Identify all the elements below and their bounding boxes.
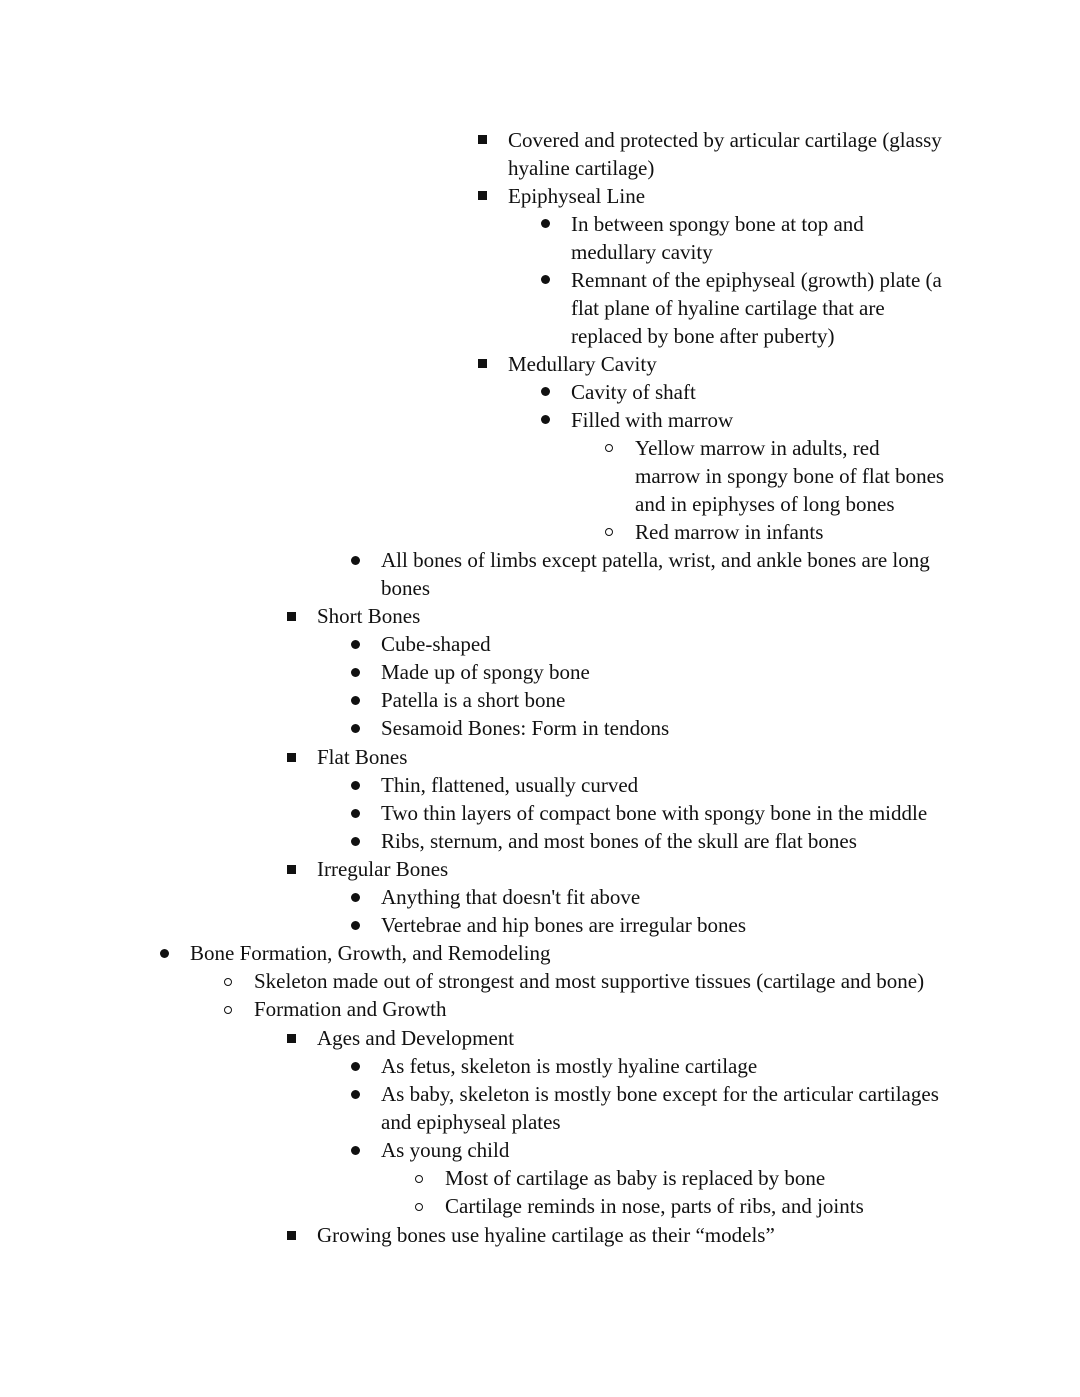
note-line: hyaline cartilage) xyxy=(508,156,655,180)
note-line: Anything that doesn't fit above xyxy=(381,885,641,909)
note-line: As young child xyxy=(381,1138,510,1162)
note-line: Sesamoid Bones: Form in tendons xyxy=(381,716,670,740)
note-line: flat plane of hyaline cartilage that are xyxy=(571,296,885,320)
note-line: Skeleton made out of strongest and most supportive tissues (cartilage and bone) xyxy=(254,969,925,993)
disc-bullet-icon xyxy=(541,387,550,396)
note-line: Made up of spongy bone xyxy=(381,660,590,684)
note-line: Red marrow in infants xyxy=(635,520,824,544)
note-heading: Formation and Growth xyxy=(254,997,447,1021)
note-line: bones xyxy=(381,576,430,600)
disc-bullet-icon xyxy=(541,219,550,228)
note-line: Yellow marrow in adults, red xyxy=(635,436,880,460)
note-line: and in epiphyses of long bones xyxy=(635,492,895,516)
circle-bullet-icon xyxy=(415,1175,423,1183)
disc-bullet-icon xyxy=(351,921,360,930)
disc-bullet-icon xyxy=(351,1090,360,1099)
note-line: marrow in spongy bone of flat bones xyxy=(635,464,945,488)
section-heading: Bone Formation, Growth, and Remodeling xyxy=(190,941,551,965)
disc-bullet-icon xyxy=(351,893,360,902)
circle-bullet-icon xyxy=(605,528,613,536)
note-line: As baby, skeleton is mostly bone except for the articular cartilages xyxy=(381,1082,939,1106)
disc-bullet-icon xyxy=(351,837,360,846)
square-bullet-icon xyxy=(478,135,487,144)
disc-bullet-icon xyxy=(351,1062,360,1071)
note-line: Thin, flattened, usually curved xyxy=(381,773,639,797)
note-line: Cartilage reminds in nose, parts of ribs, and joints xyxy=(445,1194,864,1218)
note-line: In between spongy bone at top and xyxy=(571,212,864,236)
circle-bullet-icon xyxy=(605,444,613,452)
disc-bullet-icon xyxy=(351,556,360,565)
note-line: Remnant of the epiphyseal (growth) plate (a xyxy=(571,268,942,292)
square-bullet-icon xyxy=(478,191,487,200)
square-bullet-icon xyxy=(287,753,296,762)
circle-bullet-icon xyxy=(224,1006,232,1014)
circle-bullet-icon xyxy=(224,978,232,986)
circle-bullet-icon xyxy=(415,1203,423,1211)
note-line: Cube-shaped xyxy=(381,632,491,656)
note-line: Two thin layers of compact bone with spongy bone in the middle xyxy=(381,801,928,825)
note-heading: Flat Bones xyxy=(317,745,408,769)
square-bullet-icon xyxy=(478,359,487,368)
note-line: Patella is a short bone xyxy=(381,688,566,712)
note-heading: Irregular Bones xyxy=(317,857,449,881)
note-line: Vertebrae and hip bones are irregular bones xyxy=(381,913,747,937)
square-bullet-icon xyxy=(287,1034,296,1043)
note-heading: Short Bones xyxy=(317,604,421,628)
disc-bullet-icon xyxy=(541,415,550,424)
note-line: Covered and protected by articular cartilage (glassy xyxy=(508,128,942,152)
note-line: Cavity of shaft xyxy=(571,380,696,404)
disc-bullet-icon xyxy=(351,724,360,733)
disc-bullet-icon xyxy=(351,696,360,705)
note-line: Most of cartilage as baby is replaced by bone xyxy=(445,1166,826,1190)
note-line: Filled with marrow xyxy=(571,408,734,432)
disc-bullet-icon xyxy=(351,1146,360,1155)
note-line: and epiphyseal plates xyxy=(381,1110,561,1134)
note-heading: Medullary Cavity xyxy=(508,352,657,376)
disc-bullet-icon xyxy=(351,668,360,677)
note-line: As fetus, skeleton is mostly hyaline cartilage xyxy=(381,1054,758,1078)
note-line: All bones of limbs except patella, wrist, and ankle bones are long xyxy=(381,548,930,572)
disc-bullet-icon xyxy=(351,781,360,790)
square-bullet-icon xyxy=(287,612,296,621)
square-bullet-icon xyxy=(287,865,296,874)
disc-bullet-icon xyxy=(351,640,360,649)
note-line: medullary cavity xyxy=(571,240,713,264)
note-line: Growing bones use hyaline cartilage as their “models” xyxy=(317,1223,775,1247)
note-line: Ribs, sternum, and most bones of the skull are flat bones xyxy=(381,829,857,853)
note-heading: Ages and Development xyxy=(317,1026,515,1050)
note-line: replaced by bone after puberty) xyxy=(571,324,835,348)
disc-bullet-icon xyxy=(160,949,169,958)
note-heading: Epiphyseal Line xyxy=(508,184,646,208)
disc-bullet-icon xyxy=(541,275,550,284)
disc-bullet-icon xyxy=(351,809,360,818)
square-bullet-icon xyxy=(287,1231,296,1240)
